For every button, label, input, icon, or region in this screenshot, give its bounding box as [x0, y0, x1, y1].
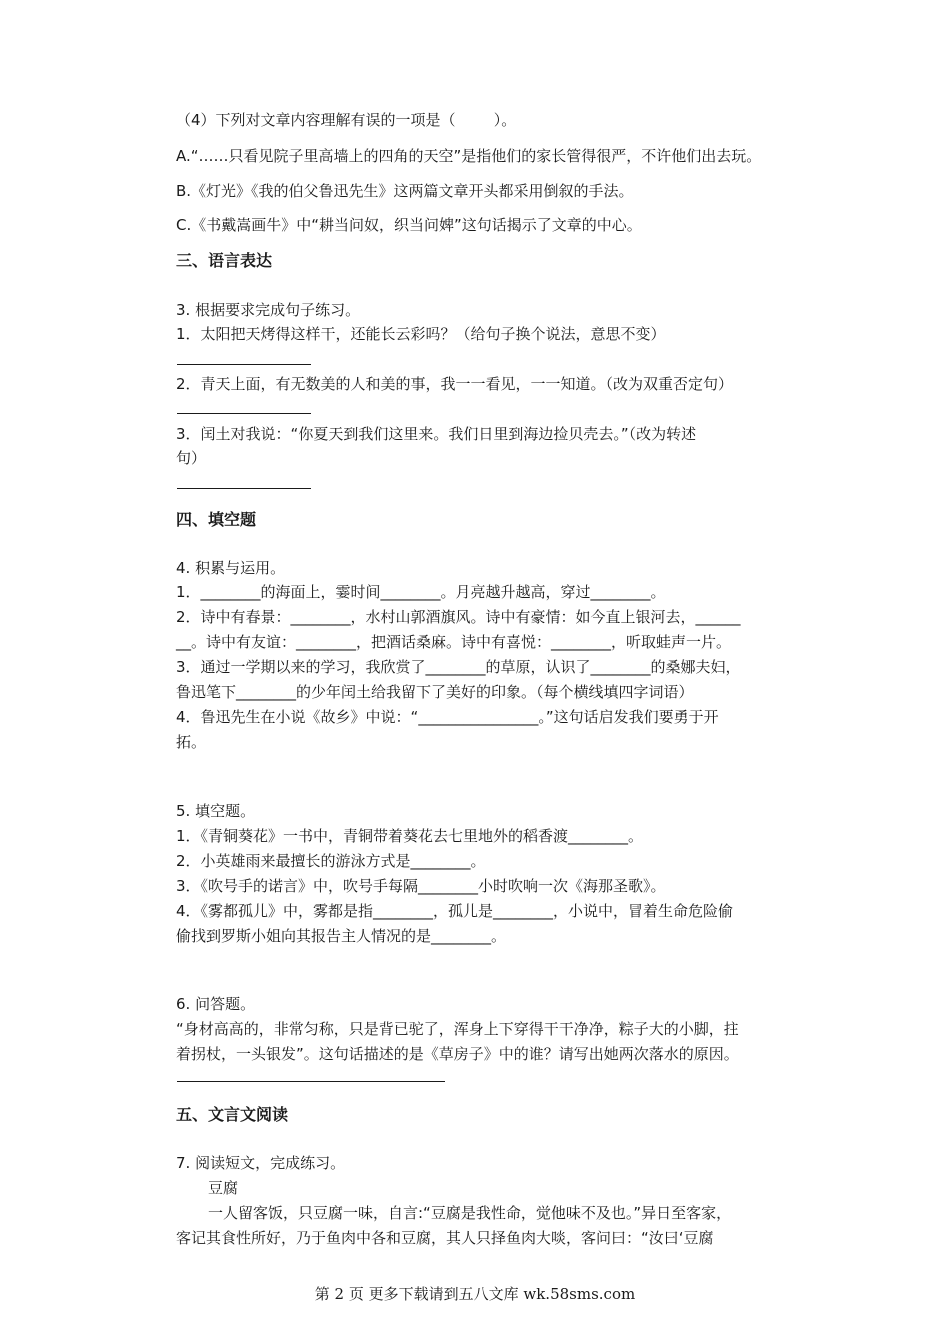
- answer-line: [177, 413, 311, 414]
- passage-line: 一人留客饭，只豆腐一味，自言:“豆腐是我性命，觉他味不及也。”异日至客家，: [208, 1204, 732, 1222]
- option-a: A.“……只看见院子里高墙上的四角的天空”是指他们的家长管得很严，不许他们出去玩。: [176, 147, 762, 165]
- question-line: 3．通过一学期以来的学习，我欣赏了________的草原，认识了________的桑娜夫妇，: [176, 658, 741, 676]
- question-item: 3．闰土对我说：“你夏天到我们这里来。我们日里到海边捡贝壳去。”（改为转述: [176, 425, 697, 443]
- passage-line: 客记其食性所好，乃于鱼肉中各和豆腐，其人只择鱼肉大啖，客问曰：“汝曰‘豆腐: [176, 1229, 714, 1247]
- section-heading-classical-reading: 五、文言文阅读: [176, 1105, 289, 1124]
- option-b: B.《灯光》《我的伯父鲁迅先生》这两篇文章开头都采用倒叙的手法。: [176, 182, 634, 200]
- answer-line: [177, 364, 311, 365]
- question-item: 句）: [176, 449, 207, 467]
- question-line: 拓。: [176, 733, 207, 751]
- question-line: 4．《雾都孤儿》中，雾都是指________，孤儿是________，小说中，冒着生命危险偷: [176, 902, 734, 920]
- question-line: __。诗中有友谊：________，把酒话桑麻。诗中有喜悦：________，听取蛙声一片。: [176, 633, 732, 651]
- section-heading-language-expression: 三、语言表达: [176, 251, 273, 270]
- page-footer: 第 2 页 更多下载请到五八文库 wk.58sms.com: [314, 1285, 636, 1303]
- question-line: 2．小英雄雨来最擅长的游泳方式是________。: [176, 852, 486, 870]
- answer-line: [177, 1081, 445, 1082]
- question-title: 6. 问答题。: [176, 995, 256, 1013]
- passage-title: 豆腐: [208, 1179, 239, 1197]
- question-line: 着拐杖，一头银发”。这句话描述的是《草房子》中的谁？请写出她两次落水的原因。: [176, 1045, 739, 1063]
- question-title: 5. 填空题。: [176, 802, 256, 820]
- question-stem: （4）下列对文章内容理解有误的一项是（ ）。: [176, 111, 517, 129]
- question-line: 3．《吹号手的诺言》中，吹号手每隔________小时吹响一次《海那圣歌》。: [176, 877, 666, 895]
- question-line: 1．《青铜葵花》一书中，青铜带着葵花去七里地外的稻香渡________。: [176, 827, 644, 845]
- question-line: “身材高高的，非常匀称，只是背已驼了，浑身上下穿得干干净净，粽子大的小脚，拄: [176, 1020, 739, 1038]
- question-line: 偷找到罗斯小姐向其报告主人情况的是________。: [176, 927, 507, 945]
- answer-line: [177, 488, 311, 489]
- section-heading-fill-in: 四、填空题: [176, 510, 257, 529]
- question-title: 4. 积累与运用。: [176, 559, 286, 577]
- question-title: 7. 阅读短文，完成练习。: [176, 1154, 346, 1172]
- question-line: 1．________的海面上，霎时间________。月亮越升越高，穿过________。: [176, 583, 666, 601]
- question-title: 3. 根据要求完成句子练习。: [176, 301, 361, 319]
- question-item: 2．青天上面，有无数美的人和美的事，我一一看见，一一知道。（改为双重否定句）: [176, 375, 734, 393]
- question-line: 2．诗中有春景：________，水村山郭酒旗风。诗中有豪情：如今直上银河去，______: [176, 608, 741, 626]
- question-line: 4．鲁迅先生在小说《故乡》中说：“________________。”这句话启发我们要勇于开: [176, 708, 719, 726]
- question-item: 1．太阳把天烤得这样干，还能长云彩吗？（给句子换个说法，意思不变）: [176, 325, 666, 343]
- option-c: C.《书戴嵩画牛》中“耕当问奴，织当问婢”这句话揭示了文章的中心。: [176, 216, 642, 234]
- question-line: 鲁迅笔下________的少年闰土给我留下了美好的印象。（每个横线填四字词语）: [176, 683, 694, 701]
